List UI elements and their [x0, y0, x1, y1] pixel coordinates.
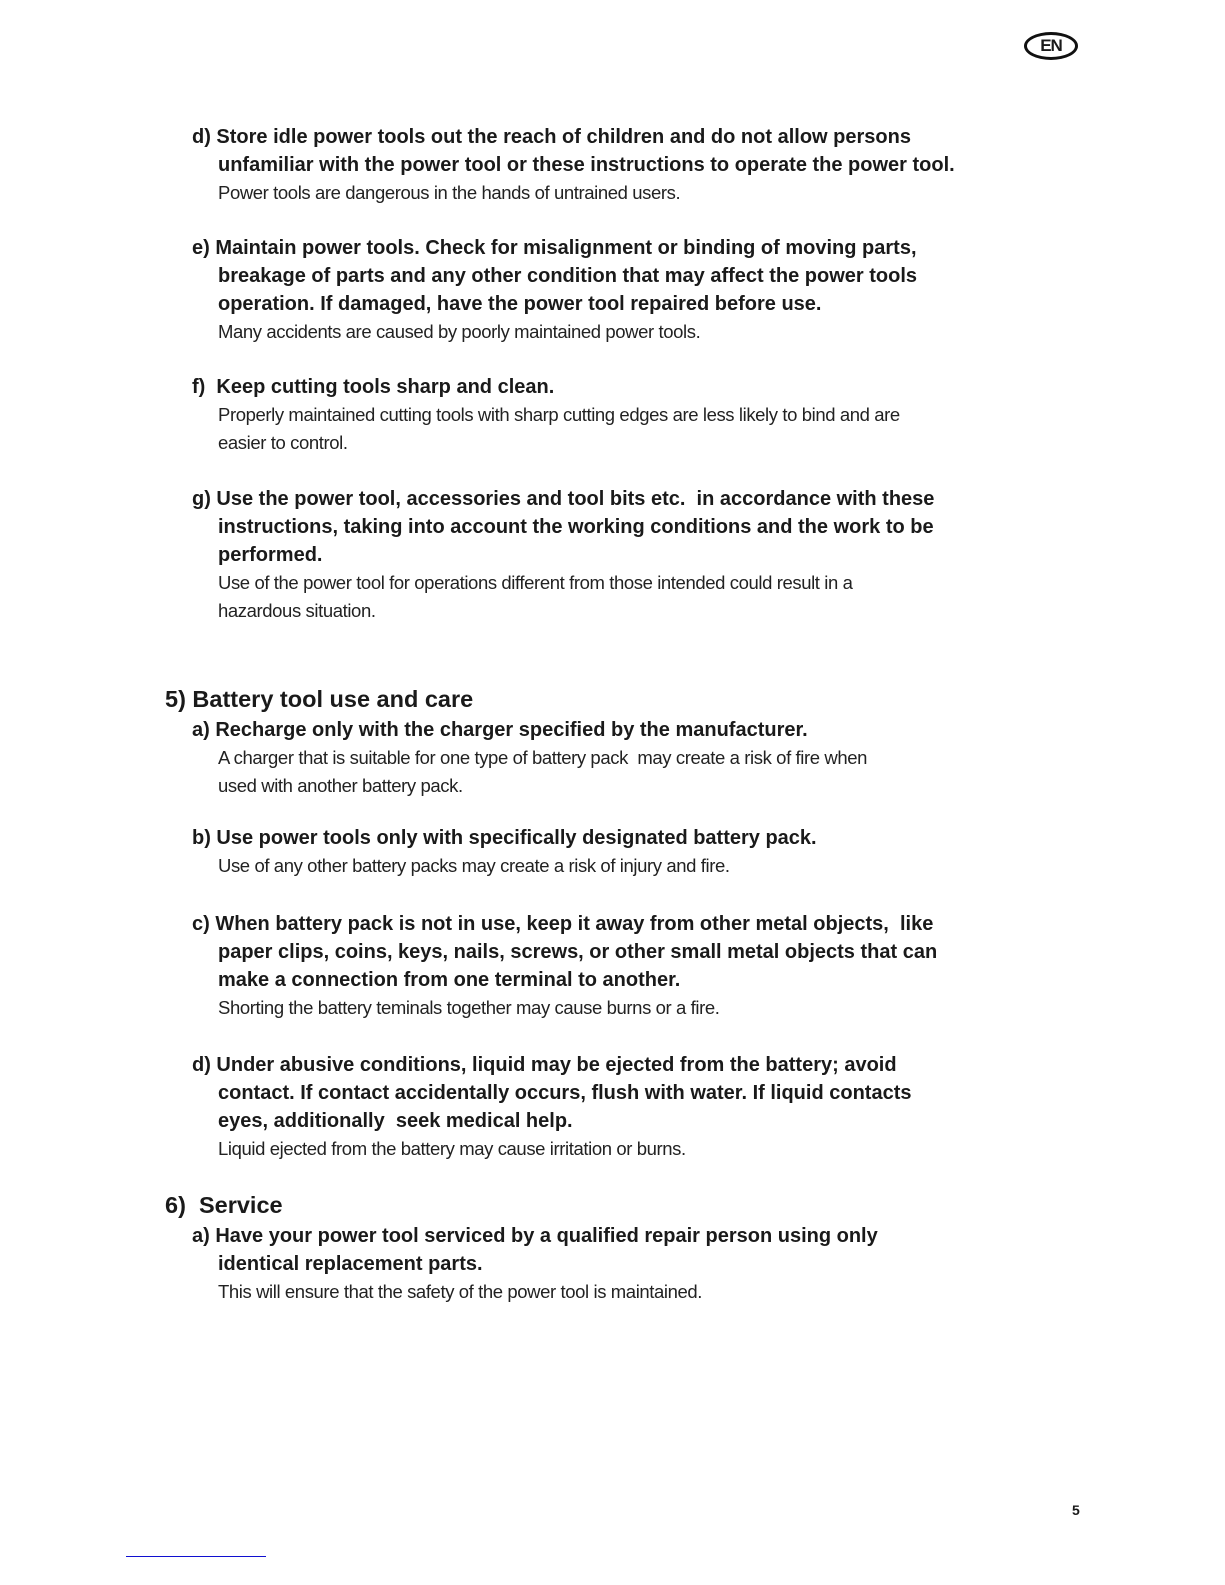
instruction-title-line: a) Recharge only with the charger specified by the manufacturer. — [192, 719, 808, 741]
instruction-item — [192, 234, 1092, 346]
instruction-title-line: breakage of parts and any other condition that may affect the power tools — [218, 265, 918, 287]
instruction-item — [192, 824, 1092, 880]
instruction-title-line: b) Use power tools only with specifically designated battery pack. — [192, 827, 817, 849]
instruction-title-line: eyes, additionally seek medical help. — [218, 1110, 573, 1132]
instruction-body-line: Properly maintained cutting tools with sharp cutting edges are less likely to bind and are — [218, 404, 900, 425]
instruction-item — [192, 373, 1092, 457]
instruction-body-line: hazardous situation. — [218, 600, 376, 621]
language-badge-label: EN — [1040, 36, 1062, 55]
page-number: 5 — [1072, 1502, 1080, 1518]
instruction-title-line: instructions, taking into account the working conditions and the work to be — [218, 516, 934, 538]
instruction-body-line: A charger that is suitable for one type of battery pack may create a risk of fire when — [218, 747, 868, 768]
instruction-body-line: used with another battery pack. — [218, 775, 463, 796]
instruction-body-line: Shorting the battery teminals together may cause burns or a fire. — [218, 997, 720, 1018]
instruction-item — [192, 1051, 1092, 1163]
instruction-title-line: c) When battery pack is not in use, keep it away from other metal objects, like — [192, 913, 934, 935]
footer-link-underline — [126, 1556, 266, 1557]
instruction-title-line: f) Keep cutting tools sharp and clean. — [192, 376, 555, 398]
section-heading: 5) Battery tool use and care — [165, 686, 474, 712]
instruction-body-line: Power tools are dangerous in the hands of untrained users. — [218, 182, 681, 203]
instruction-title-line: unfamiliar with the power tool or these instructions to operate the power tool. — [218, 154, 955, 176]
instruction-item — [192, 910, 1092, 1022]
instruction-body-line: Use of the power tool for operations different from those intended could result in a — [218, 572, 853, 593]
instruction-item — [192, 123, 1092, 207]
instruction-title-line: a) Have your power tool serviced by a qualified repair person using only — [192, 1225, 878, 1247]
instruction-item — [192, 485, 1092, 625]
instruction-body-line: This will ensure that the safety of the power tool is maintained. — [218, 1281, 703, 1302]
instruction-title-line: d) Store idle power tools out the reach of children and do not allow persons — [192, 126, 911, 148]
instruction-item — [192, 716, 1092, 800]
section-heading: 6) Service — [165, 1192, 283, 1218]
instruction-title-line: paper clips, coins, keys, nails, screws, or other small metal objects that can — [218, 941, 938, 963]
instruction-body-line: Use of any other battery packs may create a risk of injury and fire. — [218, 855, 730, 876]
instruction-title-line: identical replacement parts. — [218, 1253, 483, 1275]
instruction-title-line: e) Maintain power tools. Check for misalignment or binding of moving parts, — [192, 237, 917, 259]
instruction-title-line: g) Use the power tool, accessories and tool bits etc. in accordance with these — [192, 488, 935, 510]
instruction-title-line: performed. — [218, 544, 323, 566]
instruction-title-line: contact. If contact accidentally occurs, flush with water. If liquid contacts — [218, 1082, 912, 1104]
instruction-title-line: operation. If damaged, have the power tool repaired before use. — [218, 293, 822, 315]
instruction-item — [192, 1222, 1092, 1306]
instruction-body-line: easier to control. — [218, 432, 348, 453]
instruction-title-line: d) Under abusive conditions, liquid may be ejected from the battery; avoid — [192, 1054, 897, 1076]
instruction-body-line: Liquid ejected from the battery may cause irritation or burns. — [218, 1138, 686, 1159]
instruction-body-line: Many accidents are caused by poorly maintained power tools. — [218, 321, 701, 342]
instruction-title-line: make a connection from one terminal to another. — [218, 969, 681, 991]
language-badge — [1024, 32, 1078, 60]
